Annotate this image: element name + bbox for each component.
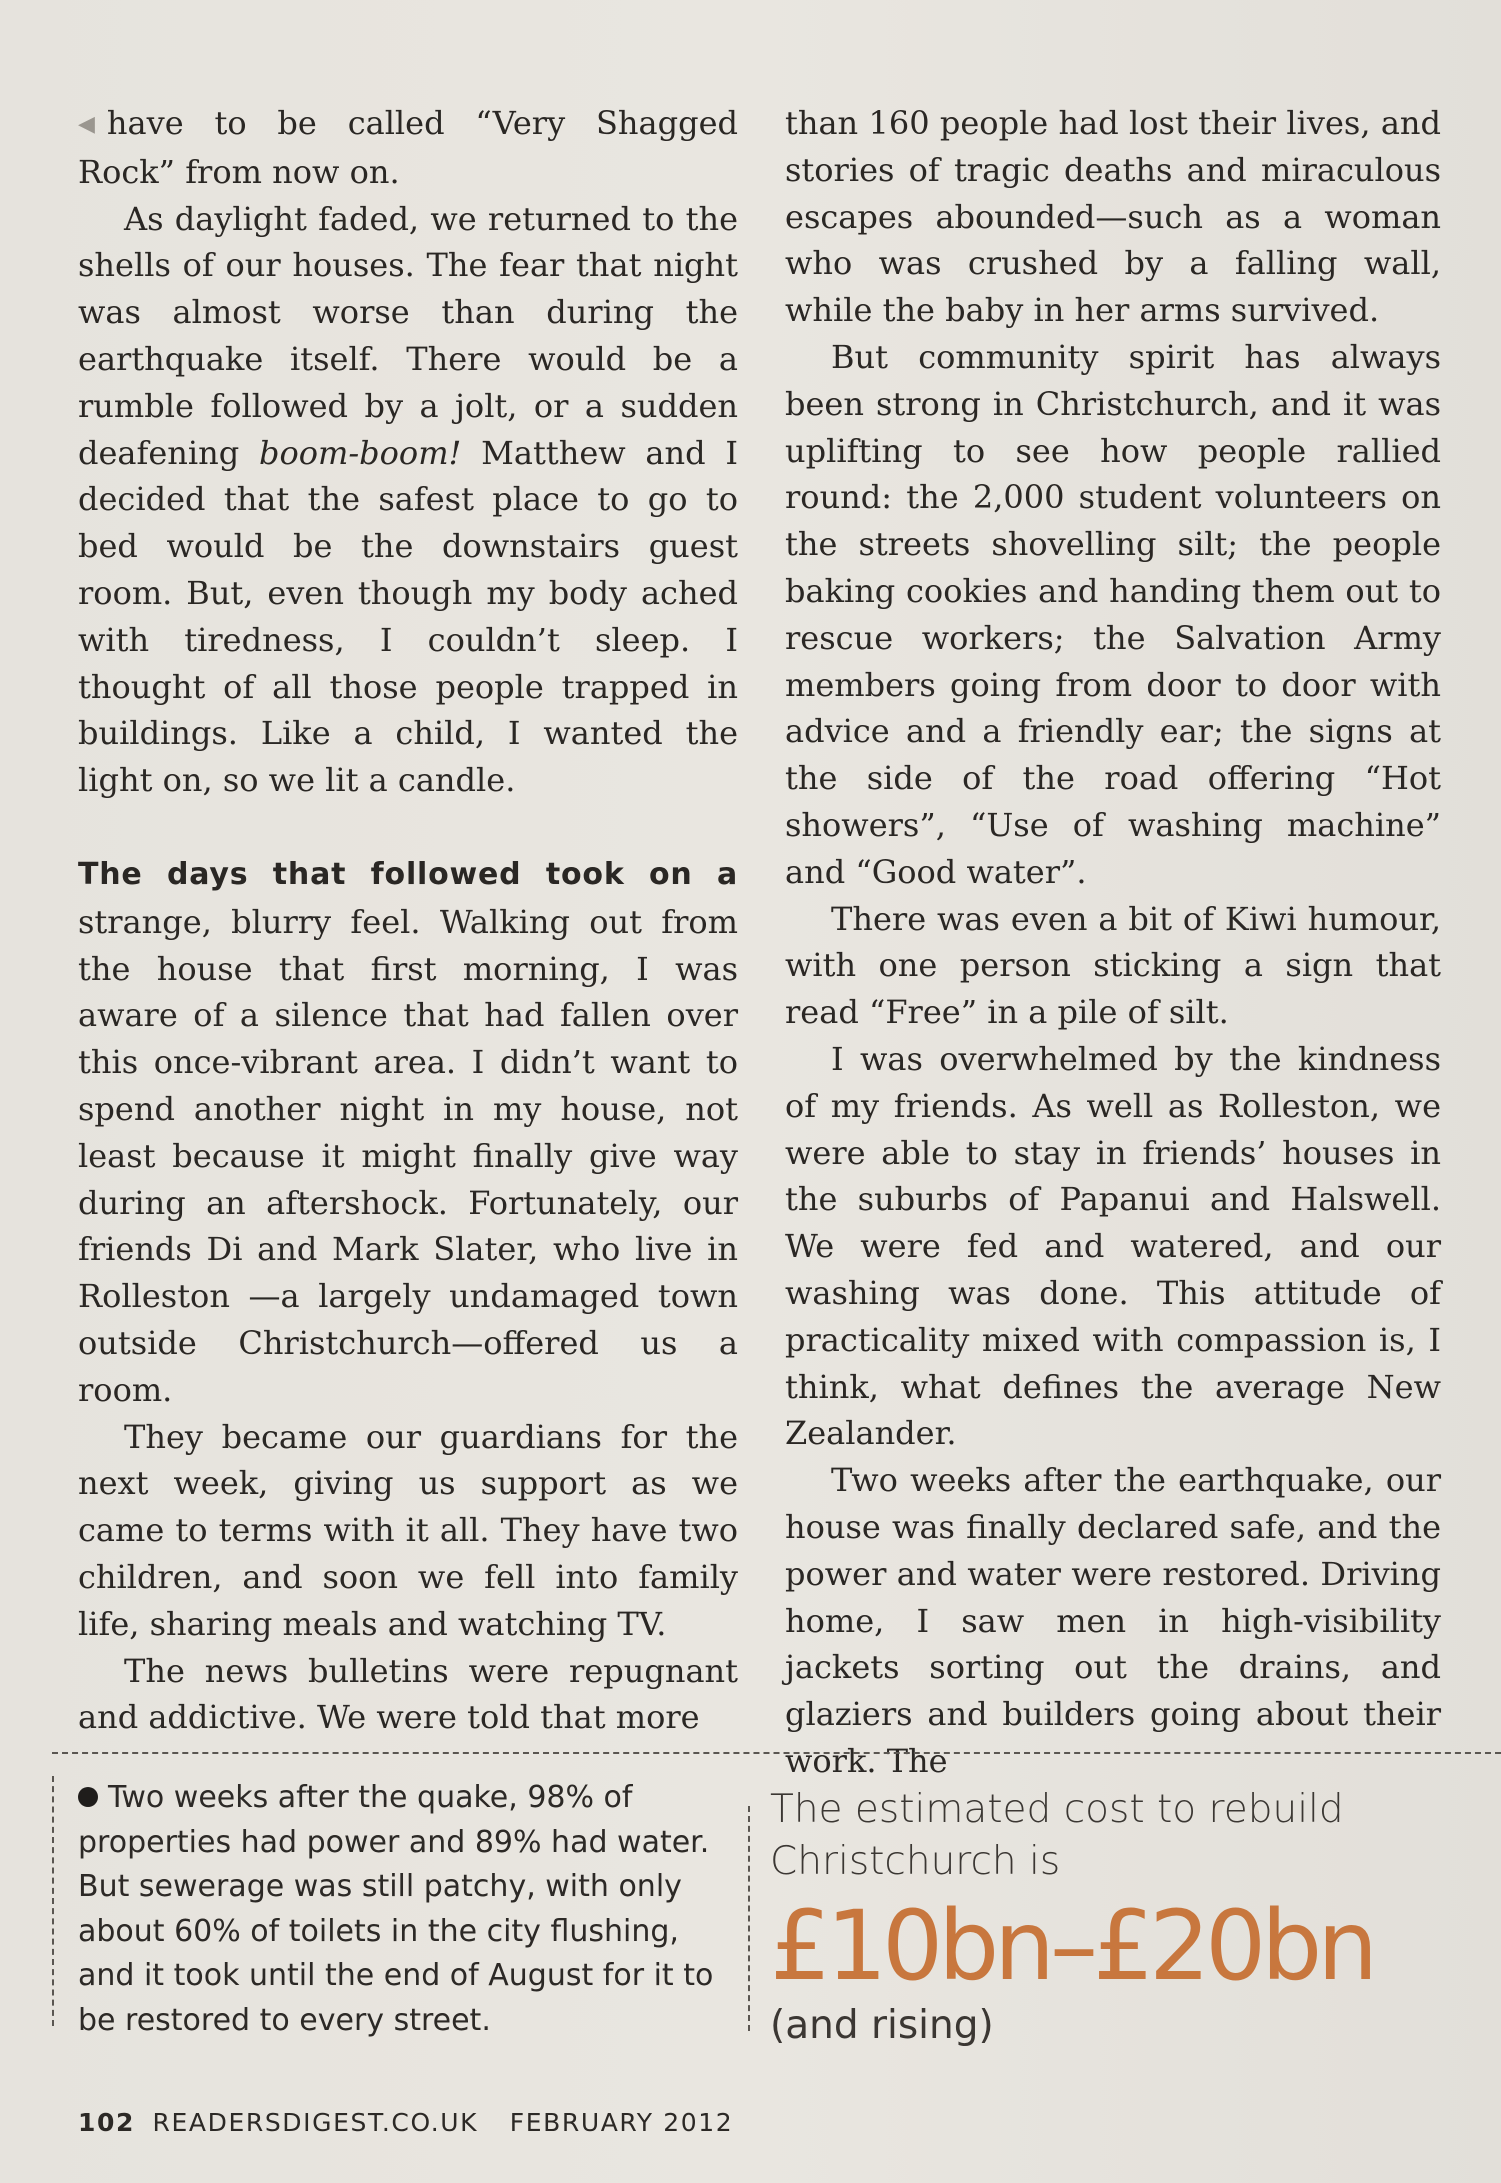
dashed-divider (748, 1806, 750, 2031)
paragraph: They became our guardians for the next week, giving us support as we came to terms with it all. They have two children, and soon we fell into family life, sharing meals and watching TV. (78, 1417, 738, 1643)
paragraph-text: strange, blurry feel. Walking out from the house that first morning, I was aware of a silence that had fallen over this once-vibrant area. I didn’t want to spend another night in my house, not least because it might finally give way during an aftershock. Fortunately, our friends Di and Mark Slater, who live in Rolleston —a largely undamaged town outside Christchurch—offered us a room. (78, 902, 738, 1409)
issue-date: FEBRUARY 2012 (509, 2108, 734, 2137)
paragraph-text: have to be called “Very Shagged Rock” from now on. (78, 104, 738, 191)
emphasis-text: boom-boom! (259, 433, 462, 472)
bullet-icon (78, 1787, 98, 1807)
cost-figure: £10bn–£20bn (770, 1890, 1374, 2002)
paragraph: The news bulletins were repugnant and addictive. We were told that more (78, 1651, 738, 1737)
cost-callout (770, 1784, 1490, 2050)
article-column-right (785, 100, 1441, 1785)
paragraph: But community spirit has always been strong in Christchurch, and it was uplifting to see how people rallied round: the 2,000 student volunteers on the streets shovelling silt; the people baking cookies and handing them out to rescue workers; the Salvation Army members going from door to door with advice and a friendly ear; the signs at the side of the road offering “Hot showers”, “Use of washing machine” and “Good water”. (785, 337, 1441, 891)
website: READERSDIGEST.CO.UK (152, 2108, 479, 2137)
paragraph: There was even a bit of Kiwi humour, with one person sticking a sign that read “Free” in a pile of silt. (785, 899, 1441, 1032)
cost-label: The estimated cost to rebuild Christchurch is (770, 1787, 1344, 1884)
paragraph-text: As daylight faded, we returned to the shells of our houses. The fear that night was almost worse than during the earthquake itself. There would be a rumble followed by a jolt, or a sudden deafening (78, 199, 738, 472)
cost-note: (and rising) (770, 2003, 994, 2048)
paragraph-text: Matthew and I decided that the safest place to go to bed would be the downstairs guest room. But, even though my body ached with tiredness, I couldn’t sleep. I thought of all those people trapped in buildings. Like a child, I wanted the light on, so we lit a candle. (78, 433, 739, 800)
paragraph (78, 196, 738, 804)
page-footer (78, 2108, 733, 2137)
continue-arrow-icon: ◀ (78, 112, 95, 137)
article-column-left (78, 100, 738, 1741)
section-paragraph (78, 850, 738, 1414)
section-lead-in: The days that followed took on a (78, 856, 738, 892)
paragraph: Two weeks after the earthquake, our house was finally declared safe, and the power and water were restored. Driving home, I saw men in high-visibility jackets sorting out the drains, and glaziers and builders going about their work. The (785, 1461, 1441, 1780)
page-number: 102 (78, 2108, 135, 2137)
paragraph: I was overwhelmed by the kindness of my friends. As well as Rolleston, we were able to stay in friends’ houses in the suburbs of Papanui and Halswell. We were fed and watered, and our washing was done. This attitude of practicality mixed with compassion is, I think, what defines the average New Zealander. (785, 1039, 1441, 1453)
paragraph: than 160 people had lost their lives, and stories of tragic deaths and miraculous escapes abounded—such as a woman who was crushed by a falling wall, while the baby in her arms survived. (785, 104, 1441, 330)
fact-box (52, 1776, 742, 2038)
paragraph (78, 100, 738, 196)
fact-sidebar (52, 1752, 1501, 2054)
fact-text: Two weeks after the quake, 98% of properties had power and 89% had water. But sewerage was still patchy, with only about 60% of toilets in the city flushing, and it took until the end of August for it to be restored to every street. (78, 1780, 714, 2038)
